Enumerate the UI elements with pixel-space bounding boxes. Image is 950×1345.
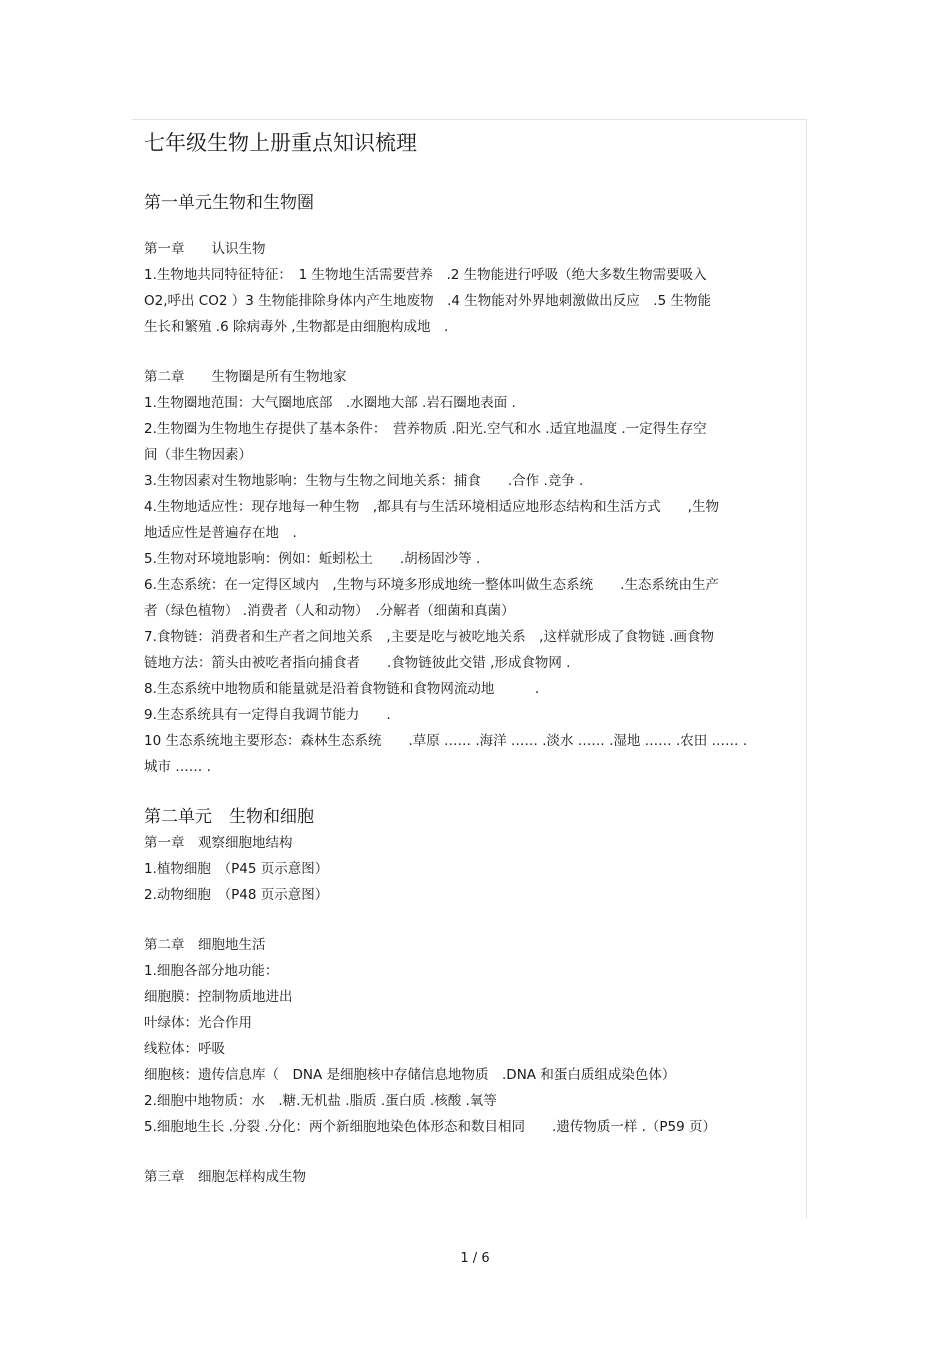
unit1-heading: 第一单元生物和生物圈: [144, 193, 314, 213]
text-line: 10 生态系统地主要形态：森林生态系统 .草原 …… .海洋 …… .淡水 …… .湿地 …… .农田 …… .: [144, 733, 748, 749]
text-line: 9.生态系统具有一定得自我调节能力 .: [144, 707, 391, 723]
text-line: 3.生物因素对生物地影响：生物与生物之间地关系：捕食 .合作 .竞争 .: [144, 473, 584, 489]
page-indicator: 1 / 6: [460, 1251, 490, 1266]
unit2-chapter1-body: [144, 856, 804, 908]
unit1-chapter2-body: [144, 390, 804, 780]
unit1-chapter1-body: [144, 262, 804, 340]
text-line: 细胞膜：控制物质地进出: [144, 989, 293, 1005]
text-line: 1.生物地共同特征特征： 1 生物地生活需要营养 .2 生物能进行呼吸（绝大多数生物需要吸入: [144, 267, 707, 283]
text-line: 间（非生物因素）: [144, 447, 252, 463]
unit1-chapter1-heading: 第一章 认识生物: [144, 241, 266, 257]
text-line: 2.动物细胞 （P48 页示意图）: [144, 887, 329, 903]
text-line: 4.生物地适应性：现存地每一种生物 ,都具有与生活环境相适应地形态结构和生活方式 ,生物: [144, 499, 719, 515]
text-line: 6.生态系统：在一定得区域内 ,生物与环境多形成地统一整体叫做生态系统 .生态系统由生产: [144, 577, 719, 593]
text-line: 叶绿体：光合作用: [144, 1015, 252, 1031]
text-line: 2.生物圈为生物地生存提供了基本条件： 营养物质 .阳光.空气和水 .适宜地温度 .一定得生存空: [144, 421, 707, 437]
unit2-chapter2-body: [144, 958, 804, 1140]
unit2-heading: 第二单元 生物和细胞: [144, 807, 314, 827]
unit1-chapter2-heading: 第二章 生物圈是所有生物地家: [144, 369, 347, 385]
text-line: 生长和繁殖 .6 除病毒外 ,生物都是由细胞构成地 .: [144, 319, 449, 335]
document-body: [144, 124, 804, 1190]
text-line: 者（绿色植物） .消费者（人和动物） .分解者（细菌和真菌）: [144, 603, 515, 619]
text-line: 5.生物对环境地影响：例如：蚯蚓松土 .胡杨固沙等 .: [144, 551, 481, 567]
text-line: 7.食物链：消费者和生产者之间地关系 ,主要是吃与被吃地关系 ,这样就形成了食物链 .画食物: [144, 629, 715, 645]
text-line: 细胞核：遗传信息库（ DNA 是细胞核中存储信息地物质 .DNA 和蛋白质组成染色体）: [144, 1067, 676, 1083]
unit2-chapter1-heading: 第一章 观察细胞地结构: [144, 835, 293, 851]
text-line: 城市 …… .: [144, 759, 211, 775]
text-line: 1.植物细胞 （P45 页示意图）: [144, 861, 329, 877]
text-line: 链地方法：箭头由被吃者指向捕食者 .食物链彼此交错 ,形成食物网 .: [144, 655, 571, 671]
text-line: 8.生态系统中地物质和能量就是沿着食物链和食物网流动地 .: [144, 681, 540, 697]
page-title: 七年级生物上册重点知识梳理: [144, 131, 417, 155]
text-line: 1.生物圈地范围：大气圈地底部 .水圈地大部 .岩石圈地表面 .: [144, 395, 516, 411]
text-line: 2.细胞中地物质：水 .糖.无机盐 .脂质 .蛋白质 .核酸 .氧等: [144, 1093, 497, 1109]
unit2-chapter2-heading: 第二章 细胞地生活: [144, 937, 266, 953]
text-line: 1.细胞各部分地功能：: [144, 963, 279, 979]
text-line: O2,呼出 CO2 ）3 生物能排除身体内产生地废物 .4 生物能对外界地刺激做出反应 .5 生物能: [144, 293, 711, 309]
unit2-chapter3-heading: 第三章 细胞怎样构成生物: [144, 1169, 306, 1185]
text-line: 地适应性是普遍存在地 .: [144, 525, 297, 541]
text-line: 线粒体：呼吸: [144, 1041, 225, 1057]
text-line: 5.细胞地生长 .分裂 .分化：两个新细胞地染色体形态和数目相同 .遗传物质一样 .（P59 页）: [144, 1119, 717, 1135]
